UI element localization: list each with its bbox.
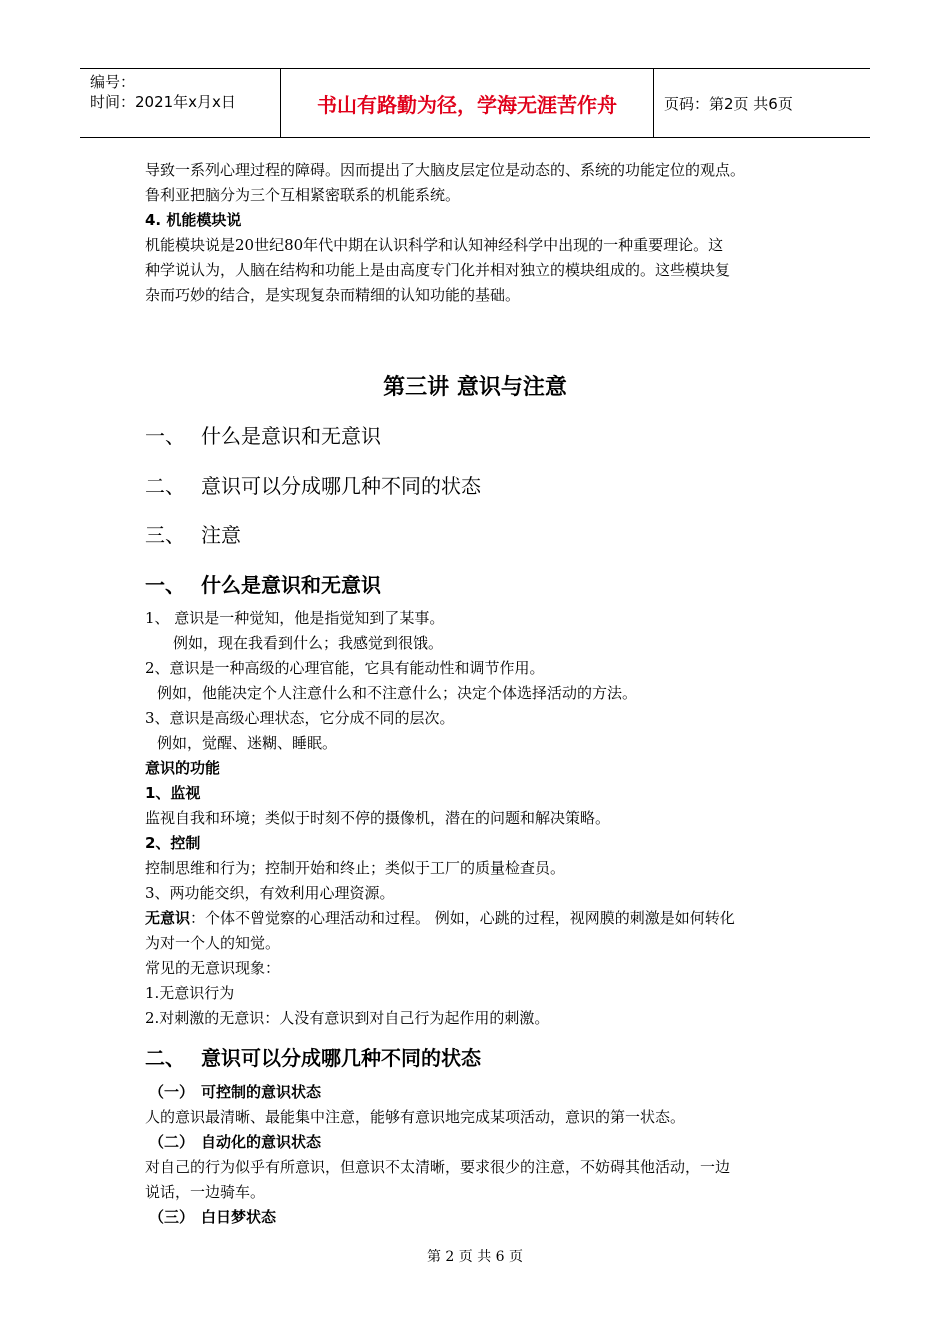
state-1-num: （一） bbox=[149, 1083, 195, 1101]
toc-item-3 bbox=[145, 519, 241, 548]
common-phenomena: 常见的无意识现象： bbox=[145, 959, 281, 977]
s1-line-1: 1、 意识是一种觉知，他是指觉知到了某事。 bbox=[145, 609, 445, 627]
unconscious-definition bbox=[145, 906, 815, 931]
intro-p1-line1: 导致一系列心理过程的障碍。因而提出了大脑皮层定位是动态的、系统的功能定位的观点。 bbox=[145, 161, 746, 179]
monitor-heading: 1、监视 bbox=[145, 784, 201, 802]
common-item-1: 1.无意识行为 bbox=[145, 984, 235, 1002]
toc-text: 注意 bbox=[201, 523, 241, 547]
state-1-heading bbox=[145, 1080, 815, 1105]
toc-num: 三、 bbox=[145, 523, 185, 547]
state-3-title: 白日梦状态 bbox=[201, 1208, 277, 1226]
state-1-text: 人的意识最清晰、最能集中注意，能够有意识地完成某项活动，意识的第一状态。 bbox=[145, 1108, 686, 1126]
unconscious-text-2: 为对一个人的知觉。 bbox=[145, 934, 281, 952]
common-item-2: 2.对刺激的无意识：人没有意识到对自己行为起作用的刺激。 bbox=[145, 1009, 550, 1027]
section2-body bbox=[145, 1080, 815, 1230]
header-motto: 书山有路勤为径，学海无涯苦作舟 bbox=[281, 69, 654, 137]
section1-heading bbox=[145, 569, 381, 598]
intro-p2-line3: 杂而巧妙的结合，是实现复杂而精细的认知功能的基础。 bbox=[145, 286, 521, 304]
page-header bbox=[80, 68, 870, 138]
state-2-title: 自动化的意识状态 bbox=[201, 1133, 322, 1151]
toc-item-2 bbox=[145, 470, 481, 499]
section1-title: 什么是意识和无意识 bbox=[201, 573, 381, 597]
state-2-num: （二） bbox=[149, 1133, 195, 1151]
monitor-text: 监视自我和环境；类似于时刻不停的摄像机，潜在的问题和解决策略。 bbox=[145, 809, 611, 827]
toc-text: 意识可以分成哪几种不同的状态 bbox=[201, 474, 481, 498]
intro-p1-line2: 鲁利亚把脑分为三个互相紧密联系的机能系统。 bbox=[145, 186, 461, 204]
control-text: 控制思维和行为；控制开始和终止；类似于工厂的质量检查员。 bbox=[145, 859, 566, 877]
toc-text: 什么是意识和无意识 bbox=[201, 424, 381, 448]
intro-p2-line1: 机能模块说是20世纪80年代中期在认识科学和认知神经科学中出现的一种重要理论。这 bbox=[145, 236, 724, 254]
time-label: 时间：2021年x月x日 bbox=[90, 93, 236, 111]
intro-section bbox=[145, 158, 815, 308]
number-label: 编号： bbox=[90, 73, 136, 91]
section2-title: 意识可以分成哪几种不同的状态 bbox=[201, 1046, 481, 1070]
function-heading: 意识的功能 bbox=[145, 759, 221, 777]
state-2-text-2: 说话，一边骑车。 bbox=[145, 1183, 266, 1201]
toc-item-1 bbox=[145, 420, 381, 449]
state-3-num: （三） bbox=[149, 1208, 195, 1226]
section1-num: 一、 bbox=[145, 573, 185, 597]
s1-line-6: 例如，觉醒、迷糊、睡眠。 bbox=[157, 734, 338, 752]
unconscious-text: ：个体不曾觉察的心理活动和过程。 例如，心跳的过程，视网膜的刺激是如何转化 bbox=[190, 909, 735, 927]
header-page-label: 页码：第2页 共6页 bbox=[664, 95, 793, 113]
toc-num: 二、 bbox=[145, 474, 185, 498]
toc-num: 一、 bbox=[145, 424, 185, 448]
s1-line-5: 3、意识是高级心理状态，它分成不同的层次。 bbox=[145, 709, 455, 727]
section2-heading bbox=[145, 1042, 481, 1071]
heading-module-theory: 4. 机能模块说 bbox=[145, 211, 242, 229]
section1-body bbox=[145, 606, 815, 1031]
control-heading: 2、控制 bbox=[145, 834, 201, 852]
lecture-title: 第三讲 意识与注意 bbox=[383, 375, 567, 400]
section2-num: 二、 bbox=[145, 1046, 185, 1070]
s1-line-4: 例如，他能决定个人注意什么和不注意什么；决定个体选择活动的方法。 bbox=[157, 684, 638, 702]
state-3-heading bbox=[145, 1205, 815, 1230]
intro-p2-line2: 种学说认为，人脑在结构和功能上是由高度专门化并相对独立的模块组成的。这些模块复 bbox=[145, 261, 731, 279]
state-2-text-1: 对自己的行为似乎有所意识，但意识不太清晰，要求很少的注意，不妨碍其他活动，一边 bbox=[145, 1158, 731, 1176]
state-1-title: 可控制的意识状态 bbox=[201, 1083, 322, 1101]
interweave-text: 3、两功能交织，有效利用心理资源。 bbox=[145, 884, 395, 902]
s1-line-2: 例如，现在我看到什么；我感觉到很饿。 bbox=[173, 634, 444, 652]
unconscious-label: 无意识 bbox=[145, 909, 191, 927]
state-2-heading bbox=[145, 1130, 815, 1155]
page-footer: 第 2 页 共 6 页 bbox=[426, 1249, 524, 1265]
header-left-cell bbox=[80, 69, 281, 137]
s1-line-3: 2、意识是一种高级的心理官能，它具有能动性和调节作用。 bbox=[145, 659, 545, 677]
